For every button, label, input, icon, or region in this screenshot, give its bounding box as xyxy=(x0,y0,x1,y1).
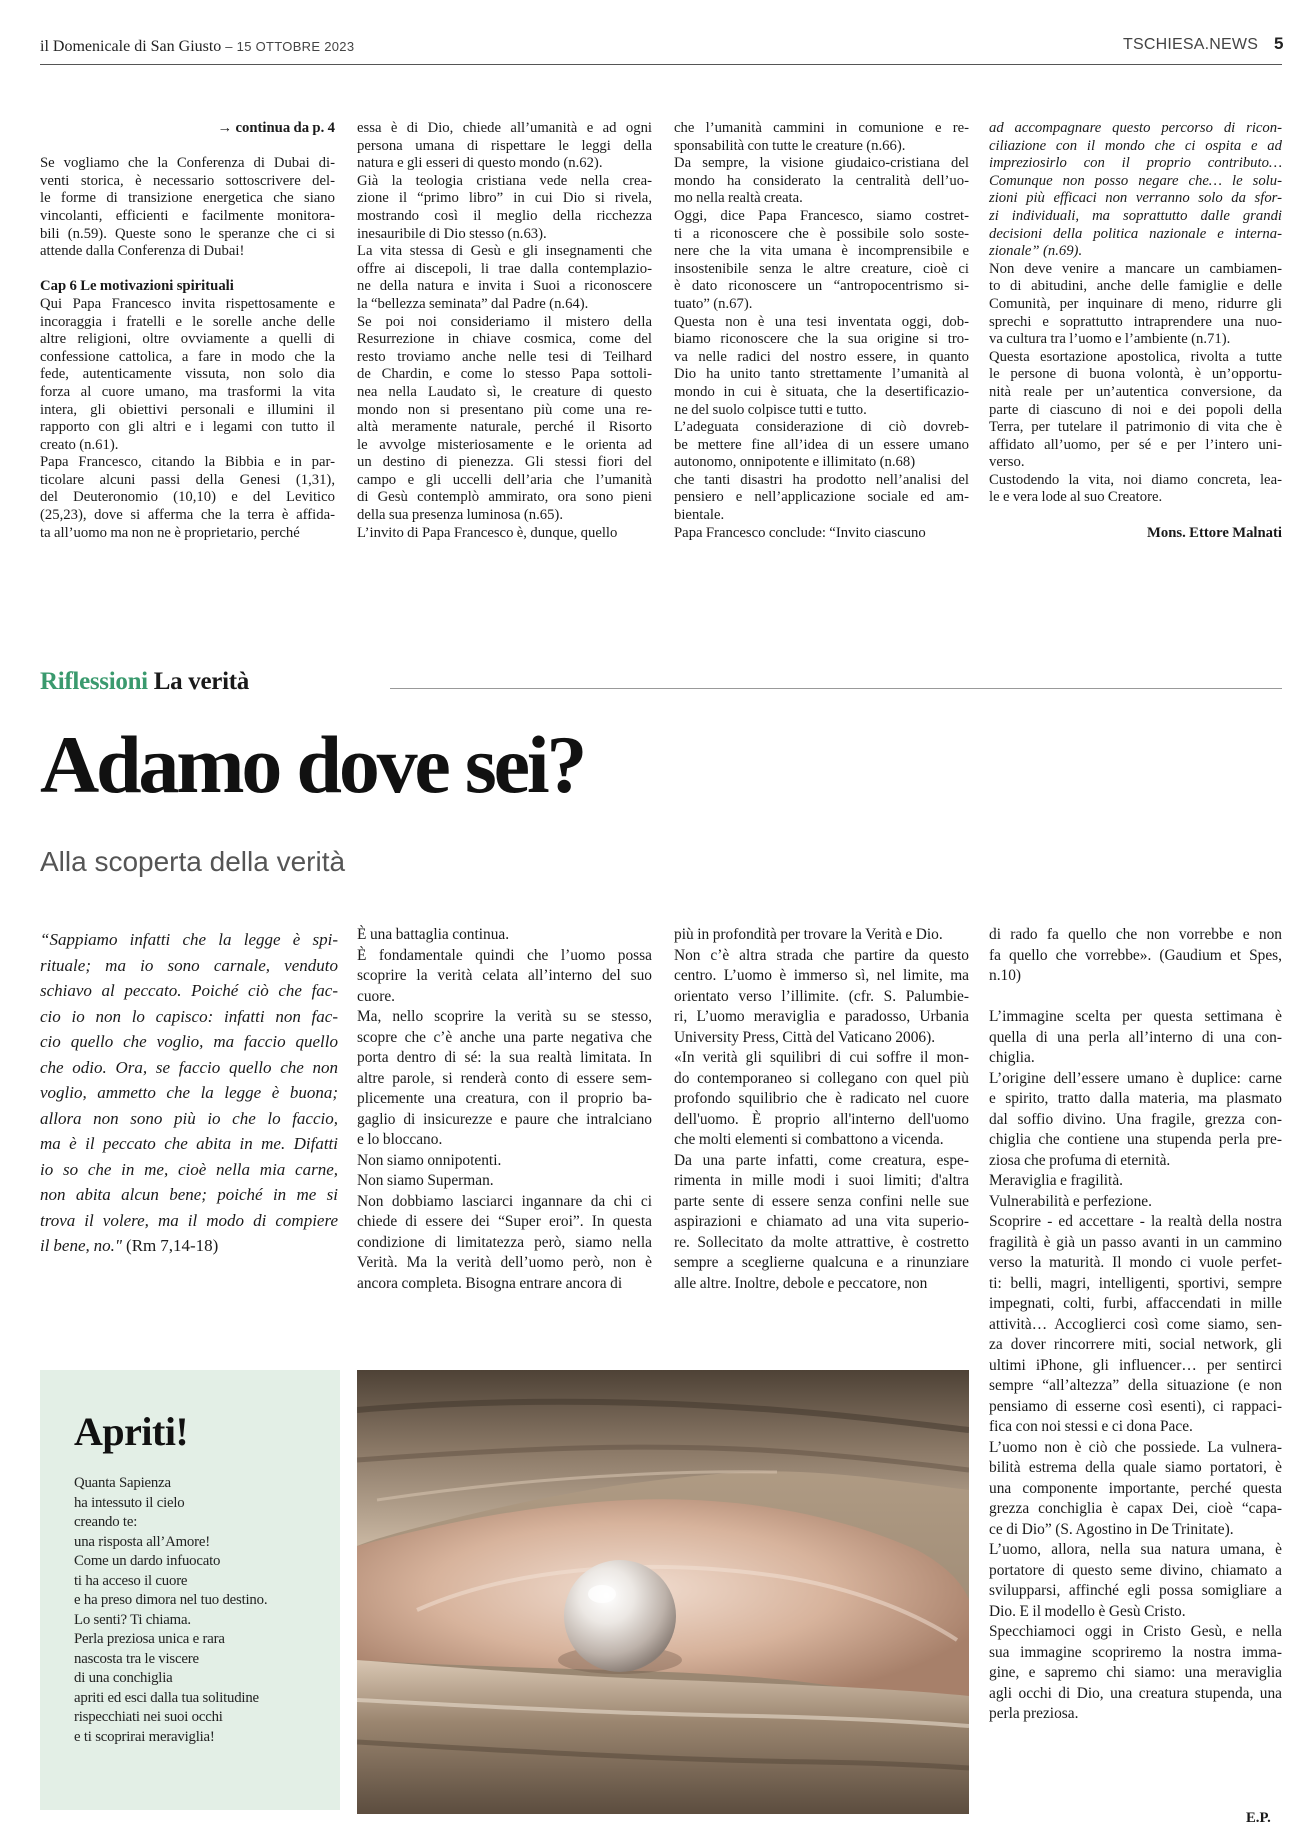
text-line: intera, gli obiettivi personali e illumini il xyxy=(40,401,335,418)
text-line: ciliazione con il mondo che ci ospita e ad xyxy=(989,137,1282,154)
article1-column-4 xyxy=(989,120,1282,542)
text-line: (25,23), dove si afferma che la terra è affida- xyxy=(40,507,335,524)
text-line: rapporto con gli altri e i legami con tutto il xyxy=(40,419,335,436)
text-line: Qui Papa Francesco invita rispettosamente e xyxy=(40,295,335,312)
text-line: le avvolge misteriosamente e le orienta ad xyxy=(357,436,652,453)
text-line: persona umana di rispettare le leggi della xyxy=(357,137,652,154)
text-line: do contemporaneo si collegano con quel più xyxy=(674,1069,969,1087)
text-line: che molti elementi si combattono a vicenda. xyxy=(674,1131,944,1148)
text-line: ma è il peccato che abita in me. Difatti xyxy=(40,1134,338,1153)
text-line: de Chardin, e come lo stesso Papa sottoli- xyxy=(357,366,652,383)
text-line: be mettere fine all’idea di un essere umano xyxy=(674,436,969,453)
text-line: sponsabilità con tutte le creature (n.66). xyxy=(674,137,906,154)
text-line: è dato riconoscere un “antropocentrismo si- xyxy=(674,278,969,295)
text-line: grezza conchiglia è capax Dei, cioè “capa- xyxy=(989,1500,1282,1517)
text-line: le e vera lode al suo Creatore. xyxy=(989,489,1163,506)
text-line: autonomo, onnipotente e illimitato (n.68) xyxy=(674,454,916,471)
text-line: e lo bloccano. xyxy=(357,1131,443,1148)
text-line: altre parole, si renderà conto di essere sem- xyxy=(357,1069,652,1087)
text-line: L’immagine scelta per questa settimana è xyxy=(989,1008,1282,1025)
text-line: bili (n.59). Queste sono le speranze che ci si xyxy=(40,225,335,242)
text-line: Cap 6 Le motivazioni spirituali xyxy=(40,278,234,295)
text-line: Papa Francesco conclude: “Invito ciascuno xyxy=(674,524,926,541)
text-line: Non c’è altra strada che partire da questo xyxy=(674,946,969,964)
text-line: fede, autenticamente vissuta, non solo dia xyxy=(40,366,335,383)
text-line: io so che in me, cioè nella mia carne, xyxy=(40,1159,338,1179)
article-subtitle: Alla scoperta della verità xyxy=(40,846,346,877)
text-line: impegnati, colti, furbi, affaccendati in mille xyxy=(989,1295,1282,1312)
text-line: impreziosirlo con il proprio contributo… xyxy=(989,155,1282,172)
text-line: Già la teologia cristiana vede nella crea- xyxy=(357,172,652,189)
poem-box xyxy=(40,1370,340,1810)
text-line: “Sappiamo infatti che la legge è spi- xyxy=(40,930,338,949)
text-line: scopre che c’è anche una parte negativa che xyxy=(357,1028,652,1046)
text-line: Se poi noi consideriamo il mistero della xyxy=(357,313,652,330)
article2-column-4 xyxy=(989,925,1282,1725)
text-line: attività… Accoglierci così come siamo, sen- xyxy=(989,1315,1282,1333)
text-line: che odio. Ora, se faccio quello che non xyxy=(40,1057,338,1077)
text-line: forza al cuore umano, ma trasformi la vita xyxy=(40,383,335,400)
text-line: plicemente una creatura, con il proprio ba- xyxy=(357,1090,652,1107)
text-line: Scoprire - ed accettare - la realtà della nostra xyxy=(989,1213,1282,1230)
text-line: e ti scoprirai meraviglia! xyxy=(74,1728,215,1745)
text-line: confessione cattolica, a fare in modo che la xyxy=(40,348,335,365)
text-line: scoprire la verità celata all’interno del suo xyxy=(357,967,652,984)
text-line: Specchiamoci oggi in Cristo Gesù, e nella xyxy=(989,1623,1282,1640)
text-line: rituale; ma io sono carnale, venduto xyxy=(40,955,338,975)
text-line: va nelle radici del nostro essere, in quanto xyxy=(674,348,969,365)
text-line: affidato all’uomo, per sé e per l’intero uni- xyxy=(989,436,1282,453)
text-line: L’origine dell’essere umano è duplice: carne xyxy=(989,1069,1282,1087)
text-line: sua immagine scopriremo la nostra imma- xyxy=(989,1643,1282,1661)
text-line: mondo ha considerato la centralità dell’uo- xyxy=(674,172,969,189)
quote-reference: (Rm 7,14-18) xyxy=(122,1236,219,1255)
kicker-section: Riflessioni xyxy=(40,668,148,695)
text-line: ultimi iPhone, gli influencer… per sentirci xyxy=(989,1356,1282,1374)
text-line: e ha preso dimora nel tuo destino. xyxy=(74,1592,268,1608)
text-line: to di abitudini, anche delle famiglie e delle xyxy=(989,278,1282,295)
text-line: mondo non si presentano più come una re- xyxy=(357,401,652,418)
text-line: porta dentro di sé: la sua realtà limitata. In xyxy=(357,1049,652,1066)
text-line: inesauribile di Dio stesso (n.63). xyxy=(357,225,547,242)
text-line: schiavo al peccato. Poiché ciò che fac- xyxy=(40,981,338,1000)
article2-col2-text xyxy=(357,925,652,1294)
page-number: 5 xyxy=(1274,34,1284,53)
text-line: mostrando così il meglio della ricchezza xyxy=(357,207,652,224)
text-line: Lo senti? Ti chiama. xyxy=(74,1611,191,1628)
text-line: che l’umanità cammini in comunione e re- xyxy=(674,120,969,136)
article1-col4-text xyxy=(989,120,1282,507)
text-line: cio quello che voglio, ma faccio quello xyxy=(40,1032,338,1051)
text-line: «In verità gli squilibri di cui soffre il mon- xyxy=(674,1049,969,1066)
text-line: resto troviamo anche nelle tesi di Teilhard xyxy=(357,348,652,365)
text-line: cio io non lo capisco: infatti non fac- xyxy=(40,1006,338,1026)
text-line: perla preziosa. xyxy=(989,1705,1079,1722)
text-line: sempre a sceglierne qualcuna e a rinunziare xyxy=(674,1254,969,1271)
text-line: Non deve venire a mancare un cambiamen- xyxy=(989,260,1282,277)
text-line: ti a riconoscere che è possibile solo soste- xyxy=(674,225,969,242)
kicker-topic: La verità xyxy=(147,668,249,695)
text-line: profondo squilibrio che è radicato nel cuore xyxy=(674,1090,969,1107)
poem-title: Apriti! xyxy=(74,1409,189,1454)
text-line: Meraviglia e fragilità. xyxy=(989,1172,1124,1189)
text-line: altre religioni, oltre ovviamente a quelli di xyxy=(40,331,335,348)
text-line: L’adeguata considerazione di ciò dovreb- xyxy=(674,419,969,436)
text-line: dal soffio divino. Una fragile, grezza con- xyxy=(989,1110,1282,1128)
text-line: Terra, per tutelare il patrimonio di vita che è xyxy=(989,419,1282,436)
text-line: vincolanti, efficienti e facilmente monitora- xyxy=(40,207,335,224)
text-line: attende dalla Conferenza di Dubai! xyxy=(40,243,245,260)
text-line: aspirazioni e chiamato ad una vita superio- xyxy=(674,1213,969,1230)
text-line: ri, L’uomo meraviglia e paradosso, Urbania xyxy=(674,1008,969,1025)
text-line: nere che la vita umana è incomprensibile e xyxy=(674,243,969,260)
text-line: Da sempre, la visione giudaico-cristiana del xyxy=(674,155,969,172)
text-line: natura e gli esseri di questo mondo (n.62). xyxy=(357,155,603,172)
text-line: ha intessuto il cielo xyxy=(74,1494,185,1511)
article1-author: Mons. Ettore Malnati xyxy=(1147,524,1282,541)
text-line: University Press, Città del Vaticano 2006). xyxy=(674,1028,936,1046)
text-line: Non dobbiamo lasciarci ingannare da chi ci xyxy=(357,1192,652,1210)
text-line: ti ha acceso il cuore xyxy=(74,1572,188,1589)
article1-col1-text xyxy=(40,155,335,542)
text-line: Resurrezione in chiave cosmica, come del xyxy=(357,331,652,348)
text-line: fa quello che vorrebbe». (Gaudium et Spes, xyxy=(989,946,1282,964)
text-line: Non siamo Superman. xyxy=(357,1172,494,1189)
text-line: Non siamo onnipotenti. xyxy=(357,1151,502,1169)
text-line: cuore. xyxy=(357,987,396,1005)
text-line: pensiero e nell’applicazione sociale ed am- xyxy=(674,489,969,506)
text-line: campo e gli uccelli dell’aria che l’umanità xyxy=(357,471,652,488)
text-line: creando te: xyxy=(74,1514,138,1530)
text-line: nea nella Laudato sì, le creature di questo xyxy=(357,383,652,400)
text-line: È una battaglia continua. xyxy=(357,926,510,943)
pearl-in-oyster-photo xyxy=(357,1370,969,1814)
article1-column-2 xyxy=(357,120,652,542)
issue-date: – 15 OTTOBRE 2023 xyxy=(221,39,355,54)
text-line: zionale” (n.69). xyxy=(989,243,1083,260)
text-line: di Gesù contemplò ammirato, ora sono pieni xyxy=(357,489,652,506)
article1-column-1 xyxy=(40,120,335,542)
text-line: di rado fa quello che non vorrebbe e non xyxy=(989,926,1282,943)
text-line: Questa non è una tesi inventata oggi, dob- xyxy=(674,313,969,330)
text-line: Quanta Sapienza xyxy=(74,1475,171,1491)
text-line: condizione di limitatezza però, siamo nella xyxy=(357,1233,652,1251)
text-line: trova il volere, ma il modo di compiere xyxy=(40,1210,338,1230)
text-line: creato (n.61). xyxy=(40,436,119,453)
text-line: voglio, ammetto che la legge è buona; xyxy=(40,1083,338,1102)
text-line: ticolare alcuni passi della Genesi (1,31), xyxy=(40,471,335,488)
text-line: sempre “all’altezza” della situazione (e non xyxy=(989,1377,1282,1394)
oyster-pearl-illustration xyxy=(357,1370,969,1814)
section-rule xyxy=(390,688,1282,689)
text-line: portatore di questo seme divino, chiamato a xyxy=(989,1561,1282,1579)
text-line: orientato verso l’illimite. (cfr. S. Palumbie- xyxy=(674,987,969,1005)
text-line: rimenta in mille modi i suoi limiti; d'altra xyxy=(674,1172,969,1189)
text-line: di una conchiglia xyxy=(74,1670,173,1686)
text-line: ce di Dio” (S. Agostino in De Trinitate). xyxy=(989,1520,1234,1538)
text-line: ne della natura e invita i Suoi a riconoscere xyxy=(357,278,652,295)
poem-text xyxy=(74,1474,267,1747)
publication-header xyxy=(40,38,354,56)
header-rule xyxy=(40,64,1282,65)
text-line: essa è di Dio, chiede all’umanità e ad ogni xyxy=(357,120,652,136)
text-line: L’uomo non è ciò che possiede. La vulnera- xyxy=(989,1438,1282,1456)
text-line: più in profondità per trovare la Verità e Dio. xyxy=(674,926,943,943)
text-line: Se vogliamo che la Conferenza di Dubai di- xyxy=(40,155,335,172)
text-line: ziosa che profuma di eternità. xyxy=(989,1151,1171,1169)
text-line: Questa esortazione apostolica, rivolta a tutte xyxy=(989,348,1282,365)
text-line: dell'uomo. È proprio all'interno dell'uomo xyxy=(674,1110,969,1128)
text-line: biamo riconoscere che la sua origine si tro- xyxy=(674,331,969,348)
text-line: ta all’uomo ma non ne è proprietario, perché xyxy=(40,524,300,541)
text-line: un destino di pienezza. Gli stessi fiori del xyxy=(357,454,652,471)
text-line: quella di una perla all’interno di una con- xyxy=(989,1028,1282,1046)
article1-col2-text xyxy=(357,120,652,542)
text-line: nascosta tra le viscere xyxy=(74,1650,199,1667)
text-line: bientale. xyxy=(674,507,725,524)
text-line: È fondamentale quindi che l’uomo possa xyxy=(357,946,652,964)
text-line: decisioni della politica nazionale e interna- xyxy=(989,225,1282,242)
text-line: parte sente di essere senza confini nelle sue xyxy=(674,1192,969,1210)
text-line: il bene, no." xyxy=(40,1236,123,1255)
text-line: alle altre. Inoltre, debole e peccatore, non xyxy=(674,1274,928,1292)
text-line: Papa Francesco, citando la Bibbia e in par- xyxy=(40,454,335,471)
text-line: altà meramente naturale, perché il Risorto xyxy=(357,419,652,436)
text-line: L’invito di Papa Francesco è, dunque, quello xyxy=(357,524,618,541)
text-line: verso. xyxy=(989,454,1025,471)
text-line: Perla preziosa unica e rara xyxy=(74,1631,225,1647)
continued-from-link[interactable]: → continua da p. 4 xyxy=(217,120,335,136)
text-line: ad accompagnare questo percorso di ricon- xyxy=(989,120,1282,136)
text-line: gaglio di insicurezze e paure che intralciano xyxy=(357,1110,652,1128)
text-line xyxy=(40,261,335,279)
text-line: Vulnerabilità e perfezione. xyxy=(989,1192,1152,1210)
text-line: Comunità, per inquinare di meno, ridurre gli xyxy=(989,295,1282,312)
text-line: incoraggia i fratelli e le sorelle anche delle xyxy=(40,313,335,330)
text-line: chiede di essere dei “Super eroi”. In questa xyxy=(357,1213,652,1230)
text-line: bilità estrema della quale siamo portatori, è xyxy=(989,1459,1282,1476)
text-line: gine, e sapremo chi siamo: una meraviglia xyxy=(989,1664,1282,1681)
text-line: ti: belli, magri, intelligenti, sportivi, sempre xyxy=(989,1274,1282,1292)
text-line xyxy=(989,987,1282,1008)
text-line: offre ai discepoli, li trae dalla contemplazio- xyxy=(357,260,652,277)
text-line: Da una parte infatti, come creatura, espe- xyxy=(674,1151,969,1169)
text-line: le forme di transizione energetica che siano xyxy=(40,190,335,207)
text-line: fica con noi stessi e ci dona Pace. xyxy=(989,1418,1193,1435)
text-line: ancora completa. Bisogna entrare ancora di xyxy=(357,1274,623,1292)
text-line: Custodendo la vita, noi diamo concreta, lea- xyxy=(989,471,1282,488)
text-line: mondo in cui è situata, che la desertificazio- xyxy=(674,383,969,400)
text-line: Dio ha unito tanto strettamente l’umanità al xyxy=(674,366,969,383)
text-line: chiglia che contiene una stupenda perla pre- xyxy=(989,1131,1282,1148)
text-line: fragilità è già un passo avanti in un cammino xyxy=(989,1233,1282,1251)
text-line: chiglia. xyxy=(989,1049,1035,1066)
text-line: del Deuteronomio (10,10) e del Levitico xyxy=(40,489,335,506)
text-line: le persone di buona volontà, è un’opportu- xyxy=(989,366,1282,383)
article2-column-3 xyxy=(674,925,969,1294)
text-line: Verità. Ma la verità dell’uomo però, non è xyxy=(357,1254,652,1271)
text-line: Comunque non posso negare che… le solu- xyxy=(989,172,1282,189)
text-line: zi individuali, ma soprattutto dalle grandi xyxy=(989,207,1282,224)
text-line: insostenibile senza le altre creature, cioè ci xyxy=(674,260,969,277)
text-line: allora non sono più io che lo faccio, xyxy=(40,1108,338,1128)
text-line: re. Sollecitato da molte attrattive, è costretto xyxy=(674,1233,969,1251)
text-line: verso la maturità. Il mondo ci vuole perfet- xyxy=(989,1254,1282,1271)
text-line: tuato” (n.67). xyxy=(674,295,753,312)
text-line: zioni più efficaci non verranno solo da sfor- xyxy=(989,190,1282,207)
publication-name: il Domenicale di San Giusto xyxy=(40,38,222,55)
text-line: pensiamo di esserne così esenti), ci rappaci- xyxy=(989,1397,1282,1415)
text-line: centro. L’uomo è immerso sì, nel limite, ma xyxy=(674,967,969,984)
scripture-quote xyxy=(40,927,338,1259)
text-line: che tanti disastri ha prodotto nell’analisi del xyxy=(674,471,969,488)
text-line: parte di ciascuno di noi e dei popoli della xyxy=(989,401,1282,418)
article1-col3-text xyxy=(674,120,969,542)
text-line: Ma, nello scoprire la verità su se stesso, xyxy=(357,1008,652,1025)
text-line: venti storica, è necessario sottoscrivere del- xyxy=(40,172,335,189)
text-line: Come un dardo infuocato xyxy=(74,1553,221,1569)
text-line: e spirito, tratto dalla materia, ma plasmato xyxy=(989,1090,1282,1107)
text-line: ne del suolo colpisce tutti e tutto. xyxy=(674,401,867,418)
article2-col3-text xyxy=(674,925,969,1294)
text-line: non abita alcun bene; poiché in me si xyxy=(40,1185,338,1204)
article2-column-2 xyxy=(357,925,652,1294)
text-line: n.10) xyxy=(989,967,1022,984)
text-line: una componente importante, perché questa xyxy=(989,1479,1282,1497)
text-line: nità reale per un’autentica conversione, da xyxy=(989,383,1282,400)
text-line: La vita stessa di Gesù e gli insegnamenti che xyxy=(357,243,652,260)
text-line: agli occhi di Dio, una creatura stupenda, una xyxy=(989,1684,1282,1702)
text-line: sprechi e soprattutto intraprendere una nuo- xyxy=(989,313,1282,330)
text-line: la “bellezza seminata” dal Padre (n.64). xyxy=(357,295,589,312)
quote-text xyxy=(40,927,338,1255)
text-line: apriti ed esci dalla tua solitudine xyxy=(74,1689,259,1706)
text-line: za dover rincorrere miti, social network, gli xyxy=(989,1336,1282,1353)
article2-author: E.P. xyxy=(1246,1810,1271,1826)
text-line: zione il “primo libro” in cui Dio si rivela, xyxy=(357,190,652,207)
article1-column-3 xyxy=(674,120,969,542)
section-kicker xyxy=(40,668,249,696)
text-line: mo nella realtà creata. xyxy=(674,190,803,207)
site-link[interactable]: TSCHIESA.NEWS xyxy=(1123,36,1259,53)
text-line: Dio. E il modello è Gesù Cristo. xyxy=(989,1602,1186,1620)
text-line: Oggi, dice Papa Francesco, siamo costret- xyxy=(674,207,969,224)
text-line: va cultura tra l’uomo e l’ambiente (n.71). xyxy=(989,331,1231,348)
text-line: della sua presenza luminosa (n.65). xyxy=(357,507,563,524)
article-title: Adamo dove sei? xyxy=(40,719,585,810)
text-line: svilupparsi, affinché egli possa somigliare a xyxy=(989,1582,1282,1599)
text-line: L’uomo, allora, nella sua natura umana, è xyxy=(989,1541,1282,1558)
text-line: rispecchiati nei suoi occhi xyxy=(74,1709,223,1725)
text-line: una risposta all’Amore! xyxy=(74,1533,210,1550)
article2-col4-text xyxy=(989,925,1282,1725)
